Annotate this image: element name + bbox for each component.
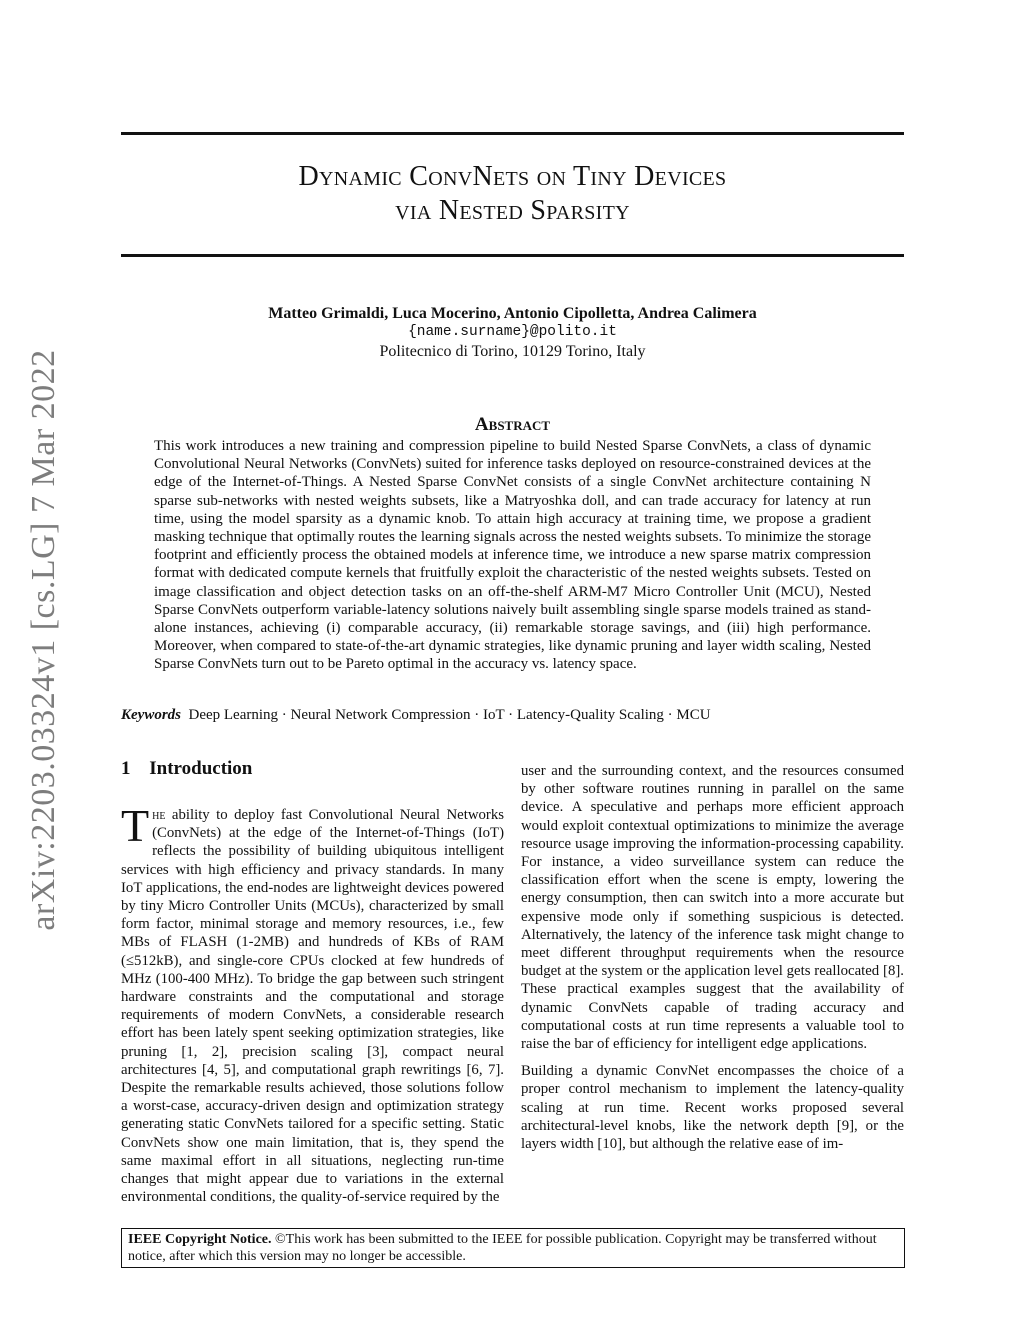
paper-title bbox=[121, 160, 904, 228]
intro-paragraph-1 bbox=[121, 800, 504, 1206]
dropcap-tail: he bbox=[152, 807, 166, 823]
abstract-heading: Abstract bbox=[474, 414, 551, 435]
author-names: Matteo Grimaldi, Luca Mocerino, Antonio Cipolletta, Andrea Calimera bbox=[268, 305, 757, 322]
abstract-text: This work introduces a new training and compression pipeline to build Nested Sparse ConvNets, a class of dynamic Convolutional Neural Networks (ConvNets) suited for inference tasks deployed on resource-constrained devices at the edge of the Internet-of-Things. A Nested Sparse ConvNet consists of a single ConvNet architecture containing N sparse sub-networks with nested weights subsets, like a Matryoshka doll, and can trade accuracy for latency at run time, using the model sparsity as a dynamic knob. To attain high accuracy at training time, we propose a gradient masking technique that optimally routes the learning signals across the nested weights subsets. To minimize the storage footprint and efficiently process the obtained models at inference time, we introduce a new sparse matrix compression format with dedicated compute kernels that fruitfully exploit the characteristic of the nested weights subsets. Tested on image classification and object detection tasks on an off-the-shelf ARM-M7 Micro Controller Unit (MCU), Nested Sparse ConvNets outperform variable-latency solutions naively built assembling single sparse models trained as stand-alone instances, achieving (i) comparable accuracy, (ii) remarkable storage savings, and (iii) high performance. Moreover, when compared to state-of-the-art dynamic strategies, like dynamic pruning and layer width scaling, Nested Sparse ConvNets turn out to be Pareto optimal in the accuracy vs. latency space. bbox=[154, 438, 871, 673]
copyright-label: IEEE Copyright Notice. bbox=[128, 1232, 272, 1247]
section-title: Introduction bbox=[149, 758, 253, 779]
author-email: {name.surname}@polito.it bbox=[408, 324, 617, 340]
keywords-list: Deep Learning · Neural Network Compression · IoT · Latency-Quality Scaling · MCU bbox=[188, 707, 711, 723]
intro-text-1: ability to deploy fast Convolutional Neural Networks (ConvNets) at the edge of the Internet-of-Things (IoT) reflects the possibility of building ubiquitous intelligent services with high efficiency and privacy standards. In many IoT applications, the end-nodes are lightweight devices powered by tiny Micro Controller Units (MCUs), characterized by small form factor, minimal storage and memory resources, i.e., few MBs of FLASH (1-2MB) and hundreds of KBs of RAM (≤512kB), and single-core CPUs clocked at few hundreds of MHz (100-400 MHz). To bridge the gap between such stringent hardware constraints and the computational and storage requirements of modern ConvNets, a considerable research effort has been lately spent seeking optimization strategies, like pruning [1, 2], precision scaling [3], compact neural architectures [4, 5], and computational graph rewritings [6, 7]. Despite the remarkable results achieved, those solutions follow a worst-case, accuracy-driven design and optimization strategy generating static ConvNets tailored for a specific setting. Static ConvNets show one main limitation, that is, they spend the same maximal effort in all situations, neglecting run-time changes that might appear due to variations in the external environmental conditions, the quality-of-service required by the bbox=[121, 807, 504, 1206]
title-rule-top bbox=[121, 132, 904, 135]
author-block bbox=[121, 304, 904, 361]
title-line-1: Dynamic ConvNets on Tiny Devices bbox=[298, 161, 727, 192]
intro-column-left bbox=[121, 800, 504, 1206]
intro-paragraph-2: Building a dynamic ConvNet encompasses the choice of a proper control mechanism to implement the latency-quality scaling at run time. Recent works proposed several architectural-level knobs, like the network depth [9], or the layers width [10], but although the relative ease of im- bbox=[521, 1063, 904, 1153]
arxiv-sidebar-stamp: arXiv:2203.03324v1 [cs.LG] 7 Mar 2022 bbox=[25, 349, 62, 931]
keywords-line bbox=[121, 707, 711, 724]
intro-paragraph-1-continued: user and the surrounding context, and the resources consumed by other software routines running in parallel on the same device. A speculative and perhaps more efficient approach would exploit contextual optimizations to minimize the average resource usage improving the information-processing capability. For instance, a video surveillance system can reduce the classification effort when the scene is empty, lowering the energy consumption, then can switch into a more accurate but expensive mode only if something suspicious is detected. Alternatively, the latency of the inference task might change to meet different throughput requirements when the resource budget at the system or the application level gets reallocated [8]. These practical examples suggest that the availability of dynamic ConvNets capable of trading accuracy and computational costs at run time represents a valuable tool to raise the bar of efficiency for intelligent edge applications. bbox=[521, 763, 904, 1053]
author-affiliation: Politecnico di Torino, 10129 Torino, Italy bbox=[379, 343, 646, 360]
copyright-notice bbox=[121, 1228, 905, 1268]
section-number: 1 bbox=[121, 758, 131, 779]
keywords-label: Keywords bbox=[121, 707, 181, 723]
copyright-text: ©This work has been submitted to the IEEE for possible publication. Copyright may be transferred without notice, after which this version may no longer be accessible. bbox=[128, 1232, 877, 1264]
intro-column-right bbox=[521, 762, 904, 1153]
title-rule-bottom bbox=[121, 254, 904, 257]
title-line-2: via Nested Sparsity bbox=[395, 195, 630, 226]
section-heading bbox=[121, 758, 252, 780]
dropcap-letter: T bbox=[121, 800, 150, 851]
